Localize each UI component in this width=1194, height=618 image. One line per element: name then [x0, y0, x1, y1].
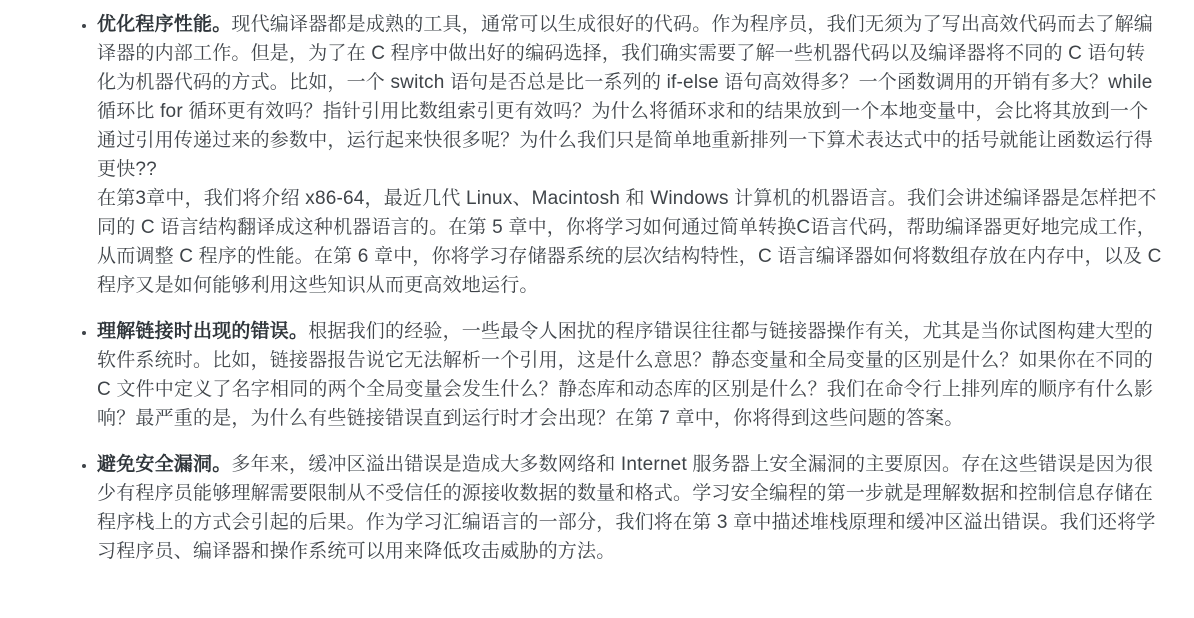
item-paragraph-text: 多年来，缓冲区溢出错误是造成大多数网络和 Internet 服务器上安全漏洞的主要原因。存在这些错误是因为很少有程序员能够理解需要限制从不受信任的源接收数据的数量和格式。学习安全编程的第一步就是理解数据和控制信息存储在程序栈上的方式会引起的后果。作为学习汇编语言的一部分，我们将在第 3 章中描述堆栈原理和缓冲区溢出错误。我们还将学习程序员、编译器和操作系统可以用来降低攻击威胁的方法。	[97, 454, 1156, 562]
item-paragraph	[97, 317, 1163, 433]
bullet-list	[73, 10, 1163, 566]
item-paragraph-text: 现代编译器都是成熟的工具，通常可以生成很好的代码。作为程序员，我们无须为了写出高效代码而去了解编译器的内部工作。但是，为了在 C 程序中做出好的编码选择，我们确实需要了解一些机器代码以及编译器将不同的 C 语句转化为机器代码的方式。比如，一个 switch 语句是否总是比一系列的 if-else 语句高效得多？一个函数调用的开销有多大？while 循环比 for 循环更有效吗？指针引用比数组索引更有效吗？为什么将循环求和的结果放到一个本地变量中，会比将其放到一个通过引用传递过来的参数中，运行起来快很多呢？为什么我们只是简单地重新排列一下算术表达式中的括号就能让函数运行得更快??	[97, 14, 1154, 180]
list-item-optimize-performance	[97, 10, 1163, 300]
item-lead-bold: 理解链接时出现的错误。	[97, 321, 309, 342]
item-paragraph-text: 根据我们的经验，一些最令人困扰的程序错误往往都与链接器操作有关，尤其是当你试图构建大型的软件系统时。比如，链接器报告说它无法解析一个引用，这是什么意思？静态变量和全局变量的区别是什么？如果你在不同的 C 文件中定义了名字相同的两个全局变量会发生什么？静态库和动态库的区别是什么？我们在命令行上排列库的顺序有什么影响？最严重的是，为什么有些链接错误直到运行时才会出现？在第 7 章中，你将得到这些问题的答案。	[97, 321, 1154, 429]
item-lead-bold: 优化程序性能。	[97, 14, 232, 35]
item-lead-bold: 避免安全漏洞。	[97, 454, 232, 475]
item-paragraph: 在第3章中，我们将介绍 x86-64，最近几代 Linux、Macintosh 和 Windows 计算机的机器语言。我们会讲述编译器是怎样把不同的 C 语言结构翻译成这种机器语言的。在第 5 章中，你将学习如何通过简单转换C语言代码，帮助编译器更好地完成工作，从而调整 C 程序的性能。在第 6 章中，你将学习存储器系统的层次结构特性，C 语言编译器如何将数组存放在内存中，以及 C 程序又是如何能够利用这些知识从而更高效地运行。	[97, 188, 1162, 296]
item-paragraph	[97, 10, 1163, 184]
list-item-linking-errors	[97, 317, 1163, 433]
item-paragraph	[97, 450, 1163, 566]
list-item-security-holes	[97, 450, 1163, 566]
